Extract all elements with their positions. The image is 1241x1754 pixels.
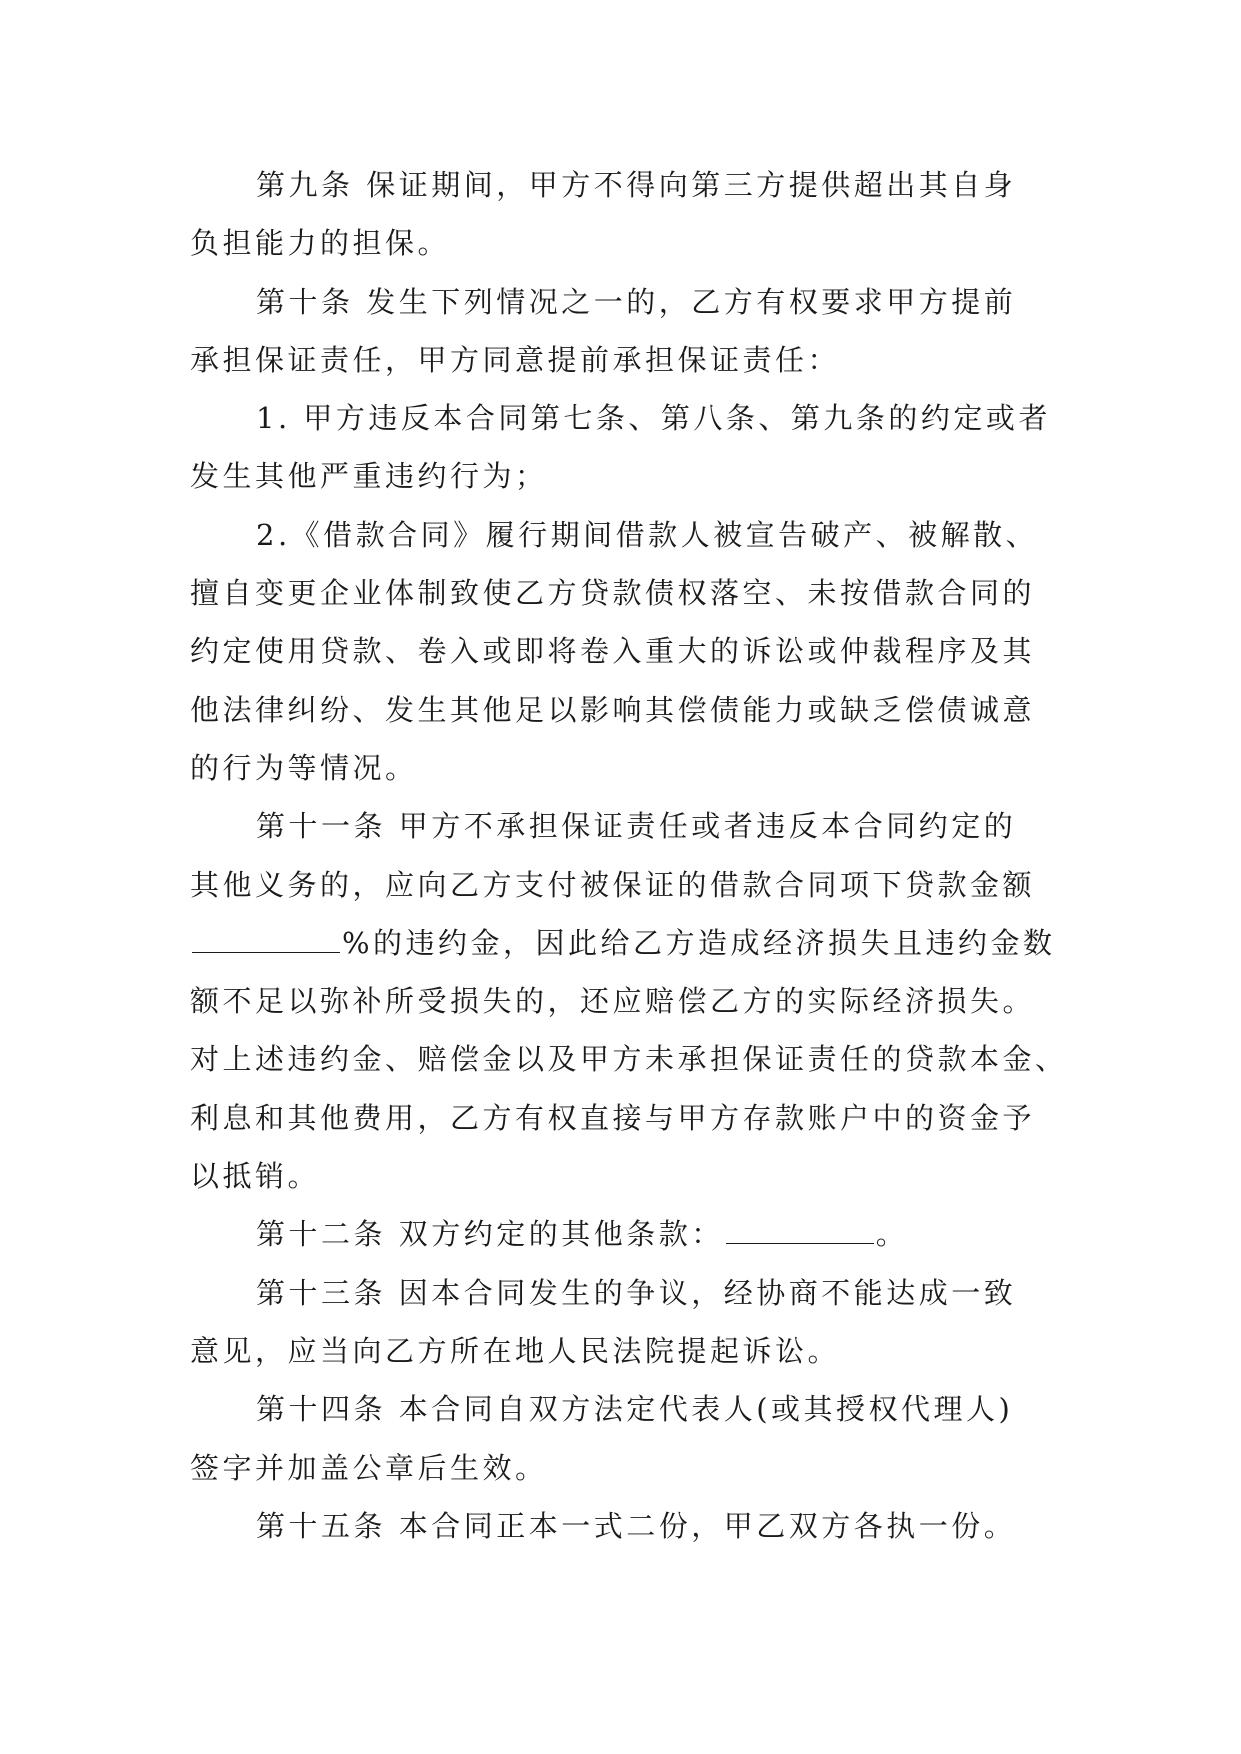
lines-group-b: [190, 972, 1068, 1205]
paragraph-line: 对上述违约金、赔偿金以及甲方未承担保证责任的贷款本金、: [190, 1042, 1068, 1077]
paragraph-line: 发生其他严重违约行为；: [190, 459, 548, 494]
other-terms-end: 。: [875, 1217, 909, 1252]
paragraph-line: 承担保证责任，甲方同意提前承担保证责任：: [190, 342, 841, 377]
paragraph-line: 签字并加盖公章后生效。: [190, 1450, 548, 1485]
paragraph-line: 负担能力的担保。: [190, 226, 451, 261]
other-terms-label: 第十二条 双方约定的其他条款：: [256, 1217, 724, 1252]
paragraph-line: 第十五条 本合同正本一式二份，甲乙双方各执一份。: [256, 1508, 1017, 1543]
paragraph-line: 意见，应当向乙方所在地人民法院提起诉讼。: [190, 1333, 841, 1368]
paragraph-line: 他法律纠纷、发生其他足以影响其偿债能力或缺乏偿债诚意: [190, 692, 1036, 727]
paragraph-line: 的行为等情况。: [190, 750, 418, 785]
other-terms-line: [190, 1205, 1050, 1263]
paragraph-line: 第九条 保证期间，甲方不得向第三方提供超出其自身: [256, 168, 1017, 202]
paragraph-line: 额不足以弥补所受损失的，还应赔偿乙方的实际经济损失。: [190, 984, 1036, 1019]
paragraph-line: 第十四条 本合同自双方法定代表人(或其授权代理人): [256, 1392, 1014, 1427]
penalty-rate-blank[interactable]: [192, 924, 340, 953]
paragraph-line: 第十条 发生下列情况之一的，乙方有权要求甲方提前: [256, 284, 1017, 319]
paragraph-line: 第十三条 因本合同发生的争议，经协商不能达成一致: [256, 1275, 1017, 1310]
contract-page: [190, 156, 1068, 1555]
lines-group-c: [190, 1264, 1050, 1555]
paragraph-line: 擅自变更企业体制致使乙方贷款债权落空、未按借款合同的: [190, 576, 1036, 611]
other-terms-blank[interactable]: [726, 1215, 874, 1244]
paragraph-line: 1. 甲方违反本合同第七条、第八条、第九条的约定或者: [256, 401, 1051, 436]
paragraph-line: 其他义务的，应向乙方支付被保证的借款合同项下贷款金额: [190, 867, 1036, 902]
paragraph-line: 第十一条 甲方不承担保证责任或者违反本合同约定的: [256, 809, 1017, 844]
penalty-rate-line: [190, 914, 1056, 972]
lines-group-a: [190, 156, 1050, 914]
paragraph-line: 2.《借款合同》履行期间借款人被宣告破产、被解散、: [256, 517, 1039, 552]
penalty-rate-text: %的违约金，因此给乙方造成经济损失且违约金数: [342, 925, 1056, 960]
paragraph-line: 利息和其他费用，乙方有权直接与甲方存款账户中的资金予: [190, 1100, 1036, 1135]
paragraph-line: 以抵销。: [190, 1159, 321, 1194]
paragraph-line: 约定使用贷款、卷入或即将卷入重大的诉讼或仲裁程序及其: [190, 634, 1036, 669]
